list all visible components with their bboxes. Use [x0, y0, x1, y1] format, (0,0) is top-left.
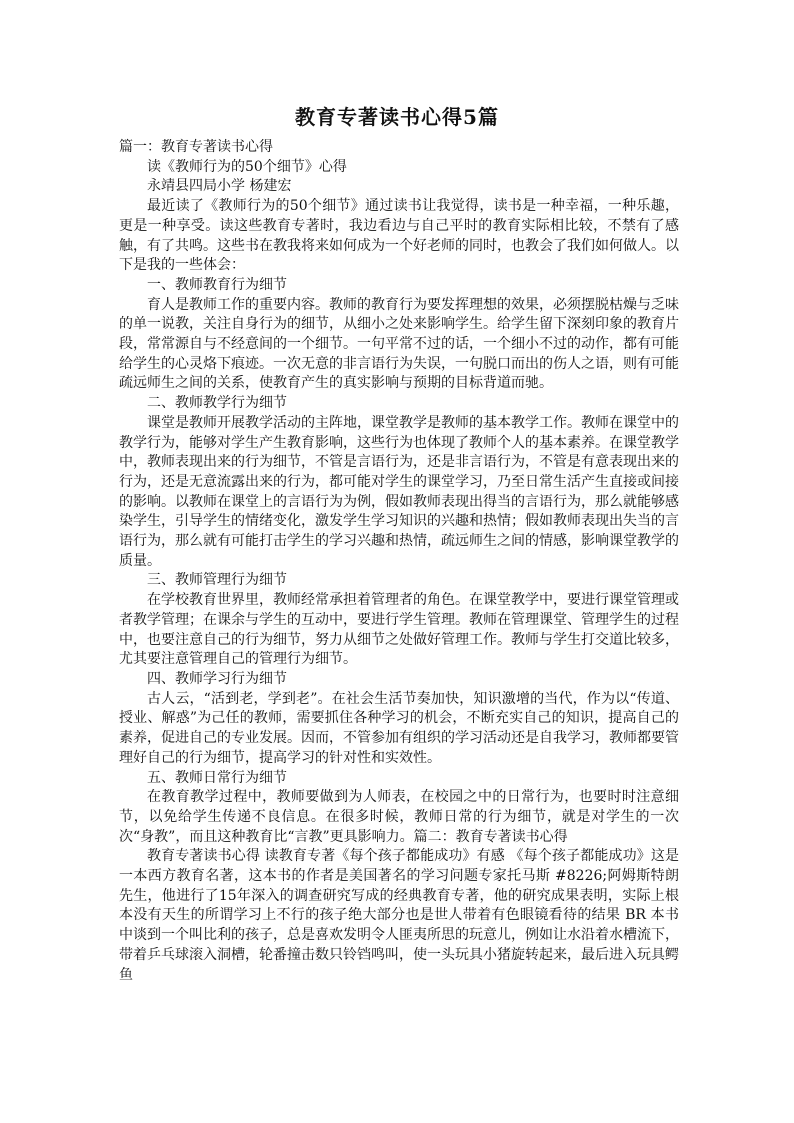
document-title: 教育专著读书心得5篇	[295, 105, 499, 129]
paragraph-daily-behavior: 在教育教学过程中，教师要做到为人师表，在校园之中的日常行为，也要时时注意细节，以免给学生传递不良信息。在很多时候，教师日常的行为细节，就是对学生的一次次“身教”，而且这种教育比“言教”更具影响力。篇二：教育专著读书心得	[119, 789, 679, 845]
paragraph-education-behavior: 育人是教师工作的重要内容。教师的教育行为要发挥理想的效果，必须摆脱枯燥与乏味的单一说教，关注自身行为的细节，从细小之处来影响学生。给学生留下深刻印象的教育片段，常常源自与不经意间的一个细节。一句平常不过的话，一个细小不过的动作，都有可能给学生的心灵烙下痕迹。一次无意的非言语行为失误，一句脱口而出的伤人之语，则有可能疏远师生之间的关系，使教育产生的真实影响与预期的目标背道而驰。	[119, 296, 679, 392]
section-heading-part-one: 篇一：教育专著读书心得	[119, 139, 273, 155]
document-body	[119, 138, 679, 985]
intro-paragraph: 最近读了《教师行为的50个细节》通过读书让我觉得，读书是一种幸福，一种乐趣，更是一种享受。读这些教育专著时，我边看边与自己平时的教育实际相比较，不禁有了感触，有了共鸣。这些书在教我将来如何成为一个好老师的同时，也教会了我们如何做人。以下是我的一些体会：	[119, 198, 679, 274]
heading-management-behavior: 三、教师管理行为细节	[147, 572, 287, 589]
paragraph-learning-behavior: 古人云，“活到老，学到老”。在社会生活节奏加快，知识激增的当代，作为以“传道、授业、解惑”为己任的教师，需要抓住各种学习的机会，不断充实自己的知识，提高自己的素养，促进自己的专业发展。因而，不管参加有组织的学习活动还是自我学习，教师都要管理好自己的行为细节，提高学习的针对性和实效性。	[119, 690, 679, 766]
heading-learning-behavior: 四、教师学习行为细节	[147, 670, 287, 687]
heading-teaching-behavior: 二、教师教学行为细节	[147, 395, 287, 412]
paragraph-teaching-behavior: 课堂是教师开展教学活动的主阵地，课堂教学是教师的基本教学工作。教师在课堂中的教学行为，能够对学生产生教育影响，这些行为也体现了教师个人的基本素养。在课堂教学中，教师表现出来的行为细节，不管是言语行为，还是非言语行为，不管是有意表现出来的行为，还是无意流露出来的行为，都可能对学生的课堂学习，乃至日常生活产生直接或间接的影响。以教师在课堂上的言语行为为例，假如教师表现出得当的言语行为，那么就能够感染学生，引导学生的情绪变化，激发学生学习知识的兴趣和热情；假如教师表现出失当的言语行为，那么就有可能打击学生的学习兴趣和热情，疏远师生之间的情感，影响课堂教学的质量。	[119, 414, 679, 569]
paragraph-management-behavior: 在学校教育世界里，教师经常承担着管理者的角色。在课堂教学中，要进行课堂管理或者教学管理；在课余与学生的互动中，要进行学生管理。教师在管理课堂、管理学生的过程中，也要注意自己的行为细节，努力从细节之处做好管理工作。教师与学生打交道比较多，尤其要注意管理自己的管理行为细节。	[119, 592, 679, 668]
article-subtitle: 读《教师行为的50个细节》心得	[147, 158, 347, 175]
paragraph-part-two: 教育专著读书心得 读教育专著《每个孩子都能成功》有感 《每个孩子都能成功》这是一本西方教育名著，这本书的作者是美国著名的学习问题专家托马斯 #8226;阿姆斯特朗先生，他进行了15年深入的调查研究写成的经典教育专著，他的研究成果表明，实际上根本没有天生的所谓学习上不行的孩子绝大部分也是世人带着有色眼镜看待的结果 BR 本书中谈到一个叫比利的孩子，总是喜欢发明令人匪夷所思的玩意儿，例如让水沿着水槽流下，带着乒乓球滚入洞槽，轮番撞击数只铃铛鸣叫，使一头玩具小猪旋转起来，最后进入玩具鳄鱼	[119, 848, 679, 983]
author-line: 永靖县四局小学 杨建宏	[147, 178, 292, 195]
heading-education-behavior: 一、教师教育行为细节	[147, 276, 287, 293]
heading-daily-behavior: 五、教师日常行为细节	[147, 769, 287, 786]
